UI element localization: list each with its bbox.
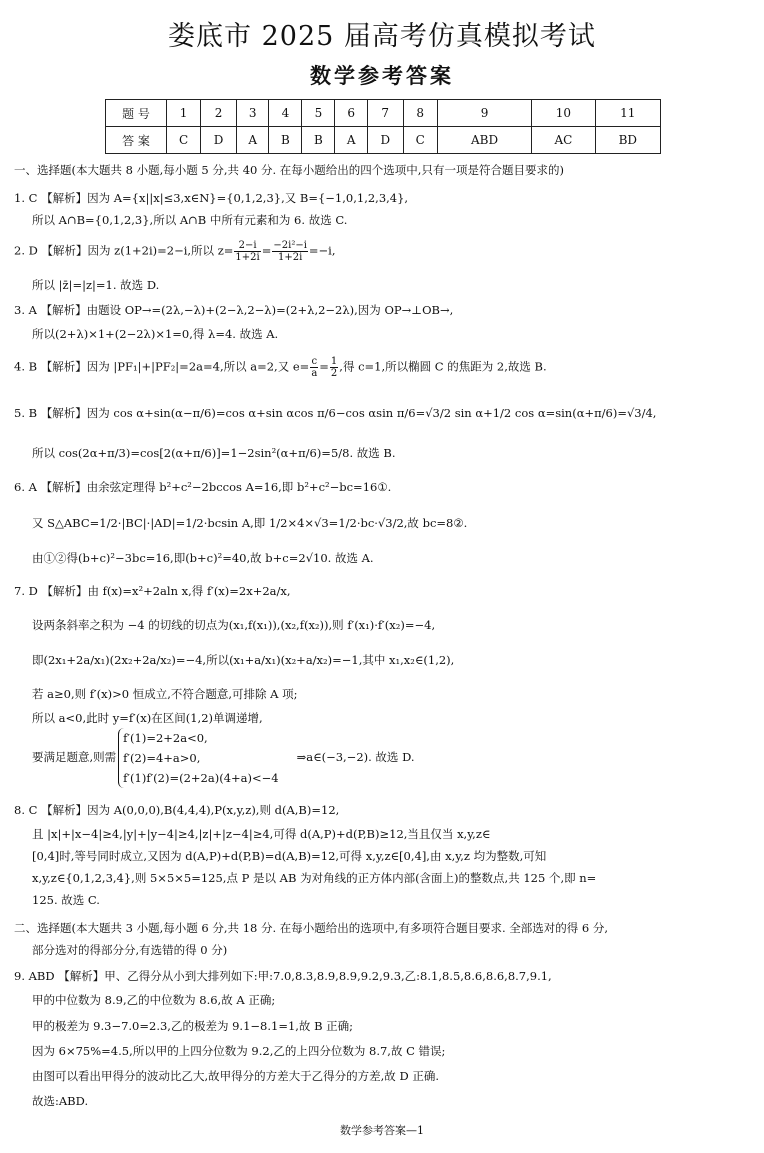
q6-line3: 由①②得(b+c)²−3bc=16,即(b+c)²=40,故 b+c=2√10. 故选 A. xyxy=(32,551,374,565)
q9-line2: 甲的中位数为 8.9,乙的中位数为 8.6,故 A 正确; xyxy=(32,993,276,1007)
q2-fraction-2 xyxy=(272,240,308,263)
answer-cell: D xyxy=(201,127,237,154)
q2-eq: = xyxy=(261,243,272,258)
q4-frac2-num: 1 xyxy=(330,356,338,367)
q8-line4: x,y,z∈{0,1,2,3,4},则 5×5×5=125,点 P 是以 AB 为对角线的正方体内部(含面上)的整数点,共 125 个,即 n= xyxy=(32,871,597,885)
q2-text-b: =−i, xyxy=(308,243,336,258)
q4-frac2-den: 2 xyxy=(330,368,338,379)
q4-fraction-1 xyxy=(310,356,318,379)
answer-cell: C xyxy=(167,127,201,154)
answer-cell: A xyxy=(335,127,367,154)
question-number-cell: 8 xyxy=(403,100,437,127)
question-number-cell: 11 xyxy=(595,100,660,127)
q4-frac1-num: c xyxy=(311,356,318,367)
q7-system-row-1: f′(1)=2+2a<0, xyxy=(123,731,208,745)
q7-line4: 若 a≥0,则 f′(x)>0 恒成立,不符合题意,可排除 A 项; xyxy=(32,687,298,701)
answer-cell: A xyxy=(236,127,268,154)
q5-line2: 所以 cos(2α+π/3)=cos[2(α+π/6)]=1−2sin²(α+π/6)=5/8. 故选 B. xyxy=(32,446,396,460)
row-label-number: 题 号 xyxy=(106,100,167,127)
q2-frac1-den: 1+2i xyxy=(235,252,260,263)
q1-line2: 所以 A∩B={0,1,2,3},所以 A∩B 中所有元素和为 6. 故选 C. xyxy=(32,213,348,227)
page-footer: 数学参考答案—1 xyxy=(340,1124,424,1137)
q9-line4: 因为 6×75%=4.5,所以甲的上四分位数为 9.2,乙的上四分位数为 8.7,故 C 错误; xyxy=(32,1044,446,1058)
question-number-cell: 2 xyxy=(201,100,237,127)
question-number-cell: 4 xyxy=(269,100,302,127)
q3-line2: 所以(2+λ)×1+(2−2λ)×1=0,得 λ=4. 故选 A. xyxy=(32,327,279,341)
answer-cell: C xyxy=(403,127,437,154)
section2-header-line2: 部分选对的得部分分,有选错的得 0 分) xyxy=(32,943,228,957)
q9-line1: 9. ABD 【解析】甲、乙得分从小到大排列如下:甲:7.0,8.3,8.9,8.9,9.2,9.3,乙:8.1,8.5,8.6,8.6,8.7,9.1, xyxy=(14,969,552,983)
q8-line5: 125. 故选 C. xyxy=(32,893,100,907)
section1-header: 一、选择题(本大题共 8 小题,每小题 5 分,共 40 分. 在每小题给出的四个选项中,只有一项是符合题目要求的) xyxy=(14,163,564,177)
question-number-cell: 1 xyxy=(167,100,201,127)
page-title: 娄底市 2025 届高考仿真模拟考试 xyxy=(168,21,596,52)
q9-line6: 故选:ABD. xyxy=(32,1094,89,1108)
q4-frac1-den: a xyxy=(311,368,318,379)
answer-cell: BD xyxy=(595,127,660,154)
q7-system-braces xyxy=(118,728,278,788)
q4-fraction-2 xyxy=(330,356,338,379)
question-number-cell: 6 xyxy=(335,100,367,127)
question-number-cell: 3 xyxy=(236,100,268,127)
question-number-cell: 10 xyxy=(532,100,595,127)
q2-frac2-den: 1+2i xyxy=(277,252,303,263)
q7-system xyxy=(32,728,415,788)
q9-line5: 由图可以看出甲得分的波动比乙大,故甲得分的方差大于乙得分的方差,故 D 正确. xyxy=(32,1069,439,1083)
question-number-cell: 5 xyxy=(302,100,335,127)
answer-table-row-numbers xyxy=(106,100,661,127)
row-label-answer: 答 案 xyxy=(106,127,167,154)
q2-text-a: 2. D 【解析】因为 z(1+2i)=2−i,所以 z= xyxy=(14,243,234,258)
q7-line1: 7. D 【解析】由 f(x)=x²+2aln x,得 f′(x)=2x+2a/x, xyxy=(14,584,291,598)
q8-line3: [0,4]时,等号同时成立,又因为 d(A,P)+d(P,B)=d(A,B)=12,可得 x,y,z∈[0,4],由 x,y,z 均为整数,可知 xyxy=(32,849,547,863)
q6-line1: 6. A 【解析】由余弦定理得 b²+c²−2bccos A=16,即 b²+c²−bc=16①. xyxy=(14,480,392,494)
q7-line2: 设两条斜率之积为 −4 的切线的切点为(x₁,f(x₁)),(x₂,f(x₂)),则 f′(x₁)·f′(x₂)=−4, xyxy=(32,618,436,632)
q7-system-result: ⇒a∈(−3,−2). 故选 D. xyxy=(296,750,415,764)
page-subtitle: 数学参考答案 xyxy=(310,64,454,88)
q2-frac2-num: −2i²−i xyxy=(273,240,307,251)
question-number-cell: 7 xyxy=(367,100,403,127)
q7-line3: 即(2x₁+2a/x₁)(2x₂+2a/x₂)=−4,所以(x₁+a/x₁)(x₂+a/x₂)=−1,其中 x₁,x₂∈(1,2), xyxy=(32,653,455,667)
q2-line2: 所以 |z̄|=|z|=1. 故选 D. xyxy=(32,278,160,292)
q2-frac1-num: 2−i xyxy=(234,240,260,252)
q5-line1: 5. B 【解析】因为 cos α+sin(α−π/6)=cos α+sin αcos π/6−cos αsin π/6=√3/2 sin α+1/2 cos α=sin(α+π/6)=√3/4, xyxy=(14,406,657,420)
q7-system-row-3: f′(1)f′(2)=(2+2a)(4+a)<−4 xyxy=(123,771,279,785)
q7-system-row-2: f′(2)=4+a>0, xyxy=(123,751,201,765)
question-number-cell: 9 xyxy=(437,100,531,127)
q4-text-b: ,得 c=1,所以椭圆 C 的焦距为 2,故选 B. xyxy=(339,359,547,374)
answer-table-row-answers xyxy=(106,127,661,154)
q4-eq: = xyxy=(319,359,329,374)
answer-cell: B xyxy=(269,127,302,154)
answer-table xyxy=(105,99,661,154)
answer-cell: D xyxy=(367,127,403,154)
q2-line1 xyxy=(14,240,336,263)
q7-line5: 所以 a<0,此时 y=f′(x)在区间(1,2)单调递增, xyxy=(32,711,263,725)
q8-line1: 8. C 【解析】因为 A(0,0,0),B(4,4,4),P(x,y,z),则 d(A,B)=12, xyxy=(14,803,340,817)
q4-text-a: 4. B 【解析】因为 |PF₁|+|PF₂|=2a=4,所以 a=2,又 e= xyxy=(14,359,310,374)
q6-line2: 又 S△ABC=1/2·|BC|·|AD|=1/2·bcsin A,即 1/2×4×√3=1/2·bc·√3/2,故 bc=8②. xyxy=(32,516,468,530)
answer-cell: B xyxy=(302,127,335,154)
q2-fraction-1 xyxy=(234,240,260,263)
answer-cell: ABD xyxy=(437,127,531,154)
q4-line1 xyxy=(14,356,547,379)
q1-line1: 1. C 【解析】因为 A={x||x|≤3,x∈N}={0,1,2,3},又 B={−1,0,1,2,3,4}, xyxy=(14,191,409,205)
section2-header-line1: 二、选择题(本大题共 3 小题,每小题 6 分,共 18 分. 在每小题给出的选项中,有多项符合题目要求. 全部选对的得 6 分, xyxy=(14,921,609,935)
q8-line2: 且 |x|+|x−4|≥4,|y|+|y−4|≥4,|z|+|z−4|≥4,可得 d(A,P)+d(P,B)≥12,当且仅当 x,y,z∈ xyxy=(32,827,491,841)
answer-cell: AC xyxy=(532,127,595,154)
q3-line1: 3. A 【解析】由题设 OP→=(2λ,−λ)+(2−λ,2−λ)=(2+λ,2−2λ),因为 OP→⊥OB→, xyxy=(14,303,454,317)
q7-system-label: 要满足题意,则需 xyxy=(32,750,117,764)
q9-line3: 甲的极差为 9.3−7.0=2.3,乙的极差为 9.1−8.1=1,故 B 正确; xyxy=(32,1019,354,1033)
